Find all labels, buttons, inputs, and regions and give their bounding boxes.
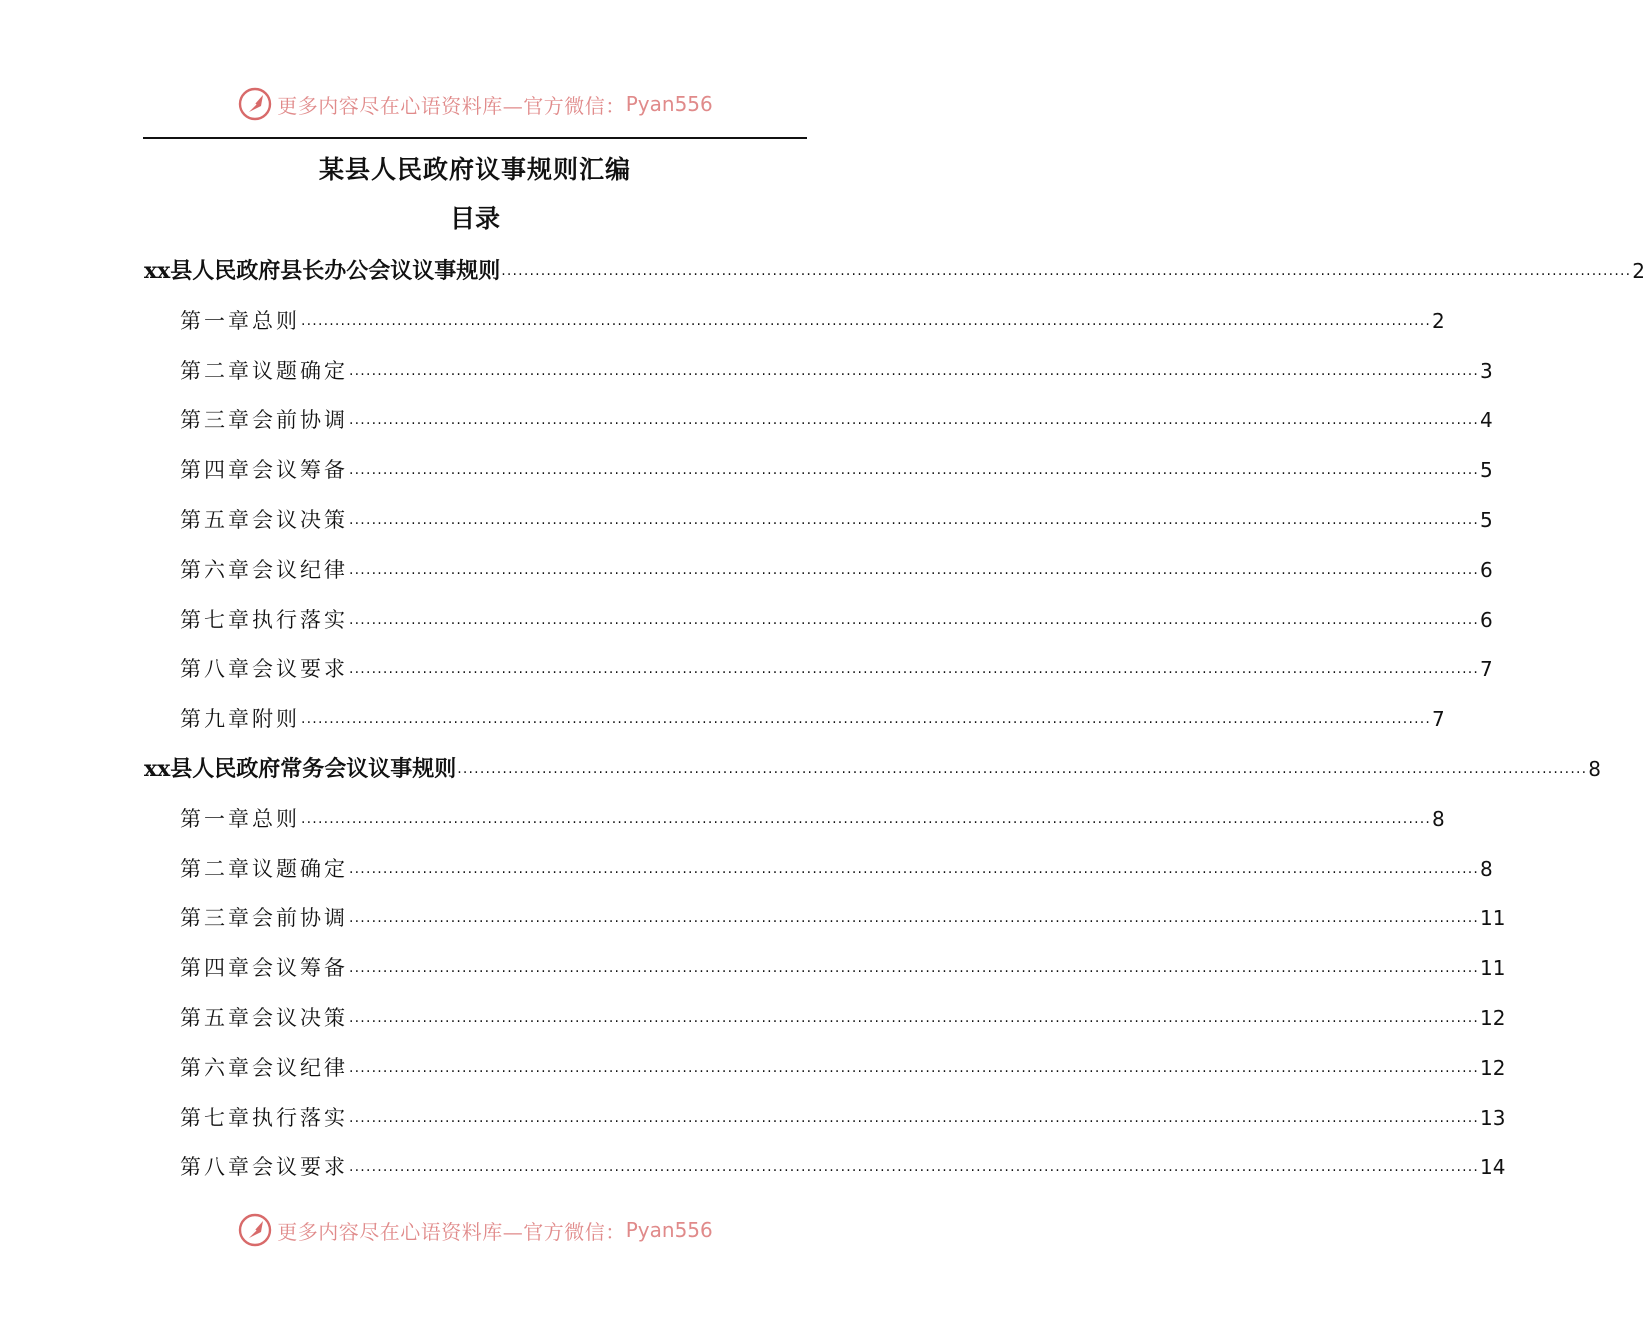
document-title: 某县人民政府议事规则汇编 — [318, 155, 631, 184]
toc-dot-leader: ........................................................................................................................................................................................................ — [349, 1109, 1480, 1126]
toc-entry-label: 第八章会议要求 — [180, 1155, 348, 1180]
toc-entry-label: 第二章议题确定 — [180, 856, 348, 881]
watermark-wechat-id: Pyan556 — [625, 92, 713, 116]
toc-chapter-entry[interactable] — [180, 601, 1493, 635]
toc-page-number: 2 — [1432, 308, 1445, 333]
toc-chapter-entry[interactable] — [180, 650, 1493, 684]
toc-entry-label: 第八章会议要求 — [180, 657, 348, 682]
toc-entry-label: 第五章会议决策 — [180, 1006, 348, 1030]
toc-page-number: 6 — [1480, 557, 1493, 582]
toc-chapter-entry[interactable] — [180, 501, 1493, 535]
toc-dot-leader: ........................................................................................................................................................................................................ — [349, 960, 1480, 977]
toc-chapter-entry[interactable] — [180, 949, 1506, 983]
quill-logo-icon — [237, 1212, 273, 1248]
toc-page-number: 13 — [1480, 1105, 1506, 1130]
toc-dot-leader: ........................................................................................................................................................................................................ — [349, 611, 1480, 628]
toc-entry-label: 第五章会议决策 — [180, 508, 348, 532]
toc-chapter-entry[interactable] — [180, 551, 1493, 585]
toc-section-entry[interactable] — [144, 252, 1645, 286]
toc-chapter-entry[interactable] — [180, 1099, 1506, 1133]
watermark-text: 更多内容尽在心语资料库—官方微信： — [277, 93, 626, 118]
toc-entry-label: 第四章会议筹备 — [180, 458, 348, 483]
toc-dot-leader: ........................................................................................................................................................................................................ — [457, 761, 1588, 777]
toc-page-number: 11 — [1480, 956, 1506, 981]
watermark-banner-bottom — [0, 1210, 950, 1250]
quill-logo-icon — [237, 86, 273, 122]
watermark-text: 更多内容尽在心语资料库—官方微信： — [277, 1219, 626, 1244]
toc-page-number: 7 — [1432, 707, 1445, 732]
toc-entry-label: 第三章会前协调 — [180, 408, 348, 433]
toc-entry-label: 第三章会前协调 — [180, 906, 348, 931]
toc-chapter-entry[interactable] — [180, 1148, 1506, 1182]
toc-page-number: 4 — [1480, 408, 1493, 433]
toc-dot-leader: ........................................................................................................................................................................................................ — [349, 462, 1480, 479]
toc-entry-label: xx县人民政府常务会议议事规则 — [144, 756, 457, 782]
toc-chapter-entry[interactable] — [180, 999, 1506, 1033]
toc-entry-label: 第六章会议纪律 — [180, 557, 348, 582]
toc-entry-label: 第六章会议纪律 — [180, 1055, 348, 1080]
toc-section-entry[interactable] — [144, 750, 1602, 784]
toc-chapter-entry[interactable] — [180, 1049, 1506, 1083]
toc-page-number: 12 — [1480, 1006, 1506, 1030]
toc-page-number: 2 — [1632, 259, 1645, 283]
toc-dot-leader: ........................................................................................................................................................................................................ — [349, 1159, 1480, 1176]
toc-page-number: 8 — [1588, 757, 1602, 781]
toc-chapter-entry[interactable] — [180, 800, 1445, 834]
toc-page-number: 11 — [1480, 906, 1506, 931]
toc-entry-label: 第二章议题确定 — [180, 358, 348, 383]
header-rule — [143, 137, 807, 139]
toc-page-number: 8 — [1432, 806, 1445, 831]
toc-chapter-entry[interactable] — [180, 352, 1493, 386]
toc-entry-label: 第七章执行落实 — [180, 1105, 348, 1130]
toc-dot-leader: ........................................................................................................................................................................................................ — [349, 661, 1480, 678]
toc-entry-label: 第七章执行落实 — [180, 607, 348, 632]
toc-page-number: 6 — [1480, 607, 1493, 632]
toc-dot-leader: ........................................................................................................................................................................................................ — [349, 860, 1480, 877]
toc-page-number: 3 — [1480, 358, 1493, 383]
toc-page-number: 12 — [1480, 1055, 1506, 1080]
watermark-wechat-id: Pyan556 — [625, 1218, 713, 1242]
toc-dot-leader: ........................................................................................................................................................................................................ — [349, 362, 1480, 379]
toc-dot-leader: ........................................................................................................................................................................................................ — [501, 263, 1632, 279]
toc-chapter-entry[interactable] — [180, 899, 1506, 933]
toc-dot-leader: ........................................................................................................................................................................................................ — [349, 1059, 1480, 1076]
toc-heading: 目录 — [449, 204, 500, 233]
toc-entry-label: xx县人民政府县长办公会议议事规则 — [144, 258, 501, 284]
toc-dot-leader: ........................................................................................................................................................................................................ — [349, 561, 1480, 578]
toc-entry-label: 第九章附则 — [180, 707, 300, 732]
toc-chapter-entry[interactable] — [180, 451, 1493, 485]
toc-page-number: 7 — [1480, 657, 1493, 682]
toc-entry-label: 第一章总则 — [180, 308, 300, 333]
toc-chapter-entry[interactable] — [180, 850, 1493, 884]
toc-page-number: 14 — [1480, 1155, 1506, 1180]
toc-dot-leader: ........................................................................................................................................................................................................ — [349, 910, 1480, 927]
toc-page-number: 5 — [1480, 458, 1493, 483]
toc-entry-label: 第四章会议筹备 — [180, 956, 348, 981]
toc-chapter-entry[interactable] — [180, 401, 1493, 435]
toc-dot-leader: ........................................................................................................................................................................................................ — [301, 312, 1432, 329]
toc-page-number: 8 — [1480, 856, 1493, 881]
toc-dot-leader: ........................................................................................................................................................................................................ — [349, 1010, 1480, 1026]
toc-page-number: 5 — [1480, 508, 1493, 532]
toc-dot-leader: ........................................................................................................................................................................................................ — [301, 711, 1432, 728]
toc-chapter-entry[interactable] — [180, 700, 1445, 734]
toc-dot-leader: ........................................................................................................................................................................................................ — [301, 810, 1432, 827]
toc-chapter-entry[interactable] — [180, 302, 1445, 336]
toc-entry-label: 第一章总则 — [180, 806, 300, 831]
toc-dot-leader: ........................................................................................................................................................................................................ — [349, 512, 1480, 528]
toc-dot-leader: ........................................................................................................................................................................................................ — [349, 412, 1480, 429]
watermark-banner-top — [0, 84, 950, 124]
